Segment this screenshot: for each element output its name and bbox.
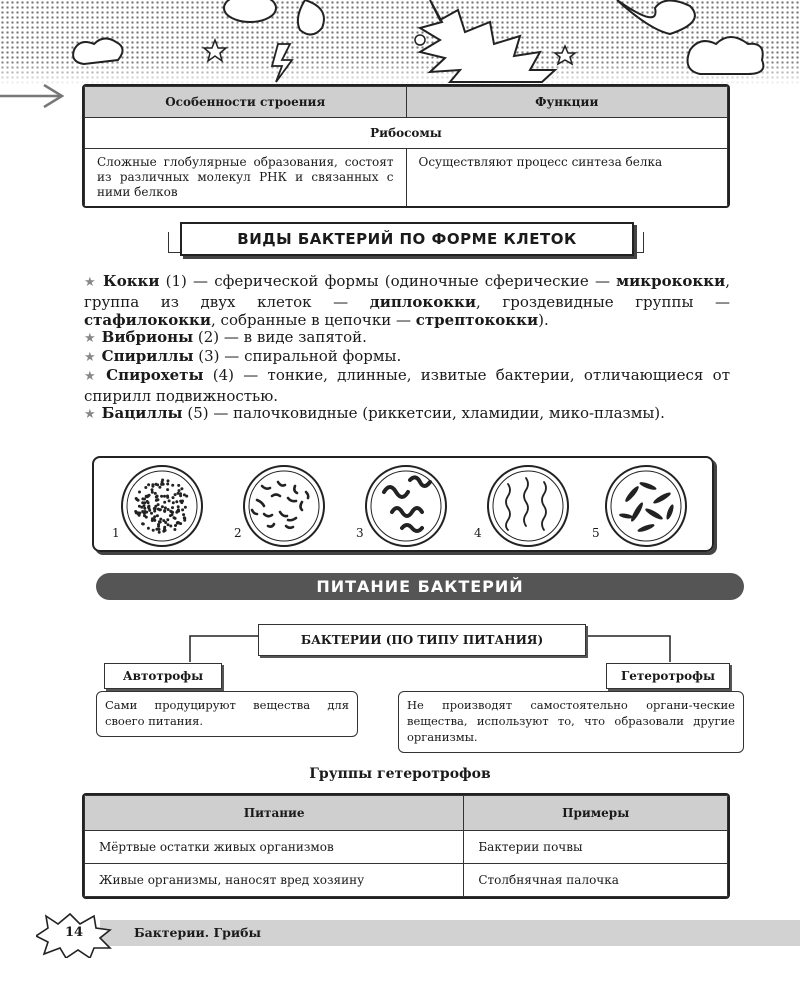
structure-cell: Сложные глобулярные образования, состоят из различных молекул РНК и связанных с ними белков xyxy=(85,149,407,207)
spirilla-paragraph: ★ Спириллы (3) — спиральной формы. xyxy=(84,347,402,365)
star-bullet-icon: ★ xyxy=(84,350,96,365)
dish-label-3: 3 xyxy=(356,526,364,540)
heterotrophs-description: Не производят самостоятельно органи-ческие вещества, используют то, что образовали другие организмы. xyxy=(398,691,744,753)
dish-label-2: 2 xyxy=(234,526,242,540)
star-bullet-icon: ★ xyxy=(84,331,96,346)
decorative-shapes xyxy=(0,0,800,90)
heterotroph-groups-table xyxy=(82,793,730,899)
header-functions: Функции xyxy=(406,87,728,118)
page-number: 14 xyxy=(64,925,84,940)
example-cell: Бактерии почвы xyxy=(464,831,728,864)
header-structure: Особенности строения xyxy=(85,87,407,118)
header-examples: Примеры xyxy=(464,796,728,831)
autotrophs-description: Сами продуцируют вещества для своего питания. xyxy=(96,691,358,737)
footer-title: Бактерии. Грибы xyxy=(134,925,262,940)
bacteria-forms-title: ВИДЫ БАКТЕРИЙ ПО ФОРМЕ КЛЕТОК xyxy=(180,222,634,256)
star-bullet-icon: ★ xyxy=(84,369,101,384)
star-bullet-icon: ★ xyxy=(84,407,96,422)
nutrition-cell: Мёртвые остатки живых организмов xyxy=(85,831,464,864)
nutrition-cell: Живые организмы, наносят вред хозяину xyxy=(85,864,464,897)
cocci-paragraph: ★ Кокки (1) — сферической формы (одиночные сферические — микрококки, группа из двух клеток — диплококки, гроздевидные группы — стафилококки, собранные в цепочки — стрептококки). xyxy=(84,272,730,329)
dish-label-5: 5 xyxy=(592,526,600,540)
dish-vibrio xyxy=(244,466,324,546)
nutrition-title: ПИТАНИЕ БАКТЕРИЙ xyxy=(96,573,744,600)
bacilli-paragraph: ★ Бациллы (5) — палочковидные (риккетсии, хламидии, мико-плазмы). xyxy=(84,404,665,422)
dish-cocci xyxy=(122,466,202,546)
section-ribosomes: Рибосомы xyxy=(85,118,728,149)
dish-label-1: 1 xyxy=(112,526,120,540)
dish-label-4: 4 xyxy=(474,526,482,540)
vibrio-paragraph: ★ Вибрионы (2) — в виде запятой. xyxy=(84,328,367,346)
autotrophs-label: Автотрофы xyxy=(104,663,222,689)
pointer-arrow-icon xyxy=(0,82,70,110)
function-cell: Осуществляют процесс синтеза белка xyxy=(406,149,728,207)
heterotroph-groups-title: Группы гетеротрофов xyxy=(309,766,491,782)
header-nutrition: Питание xyxy=(85,796,464,831)
example-cell: Столбнячная палочка xyxy=(464,864,728,897)
heterotrophs-label: Гетеротрофы xyxy=(606,663,730,689)
dish-spirilla xyxy=(366,466,446,546)
bacteria-nutrition-type-label: БАКТЕРИИ (ПО ТИПУ ПИТАНИЯ) xyxy=(258,624,586,656)
ribosome-table xyxy=(82,84,730,208)
bacteria-forms-heading xyxy=(168,222,642,258)
spirochete-paragraph: ★ Спирохеты (4) — тонкие, длинные, извитые бактерии, отличающиеся от спирилл подвижностью. xyxy=(84,366,730,405)
dish-bacilli xyxy=(606,466,686,546)
petri-dishes xyxy=(92,456,712,550)
dish-spirochetes xyxy=(488,466,568,546)
star-bullet-icon: ★ xyxy=(84,275,98,290)
